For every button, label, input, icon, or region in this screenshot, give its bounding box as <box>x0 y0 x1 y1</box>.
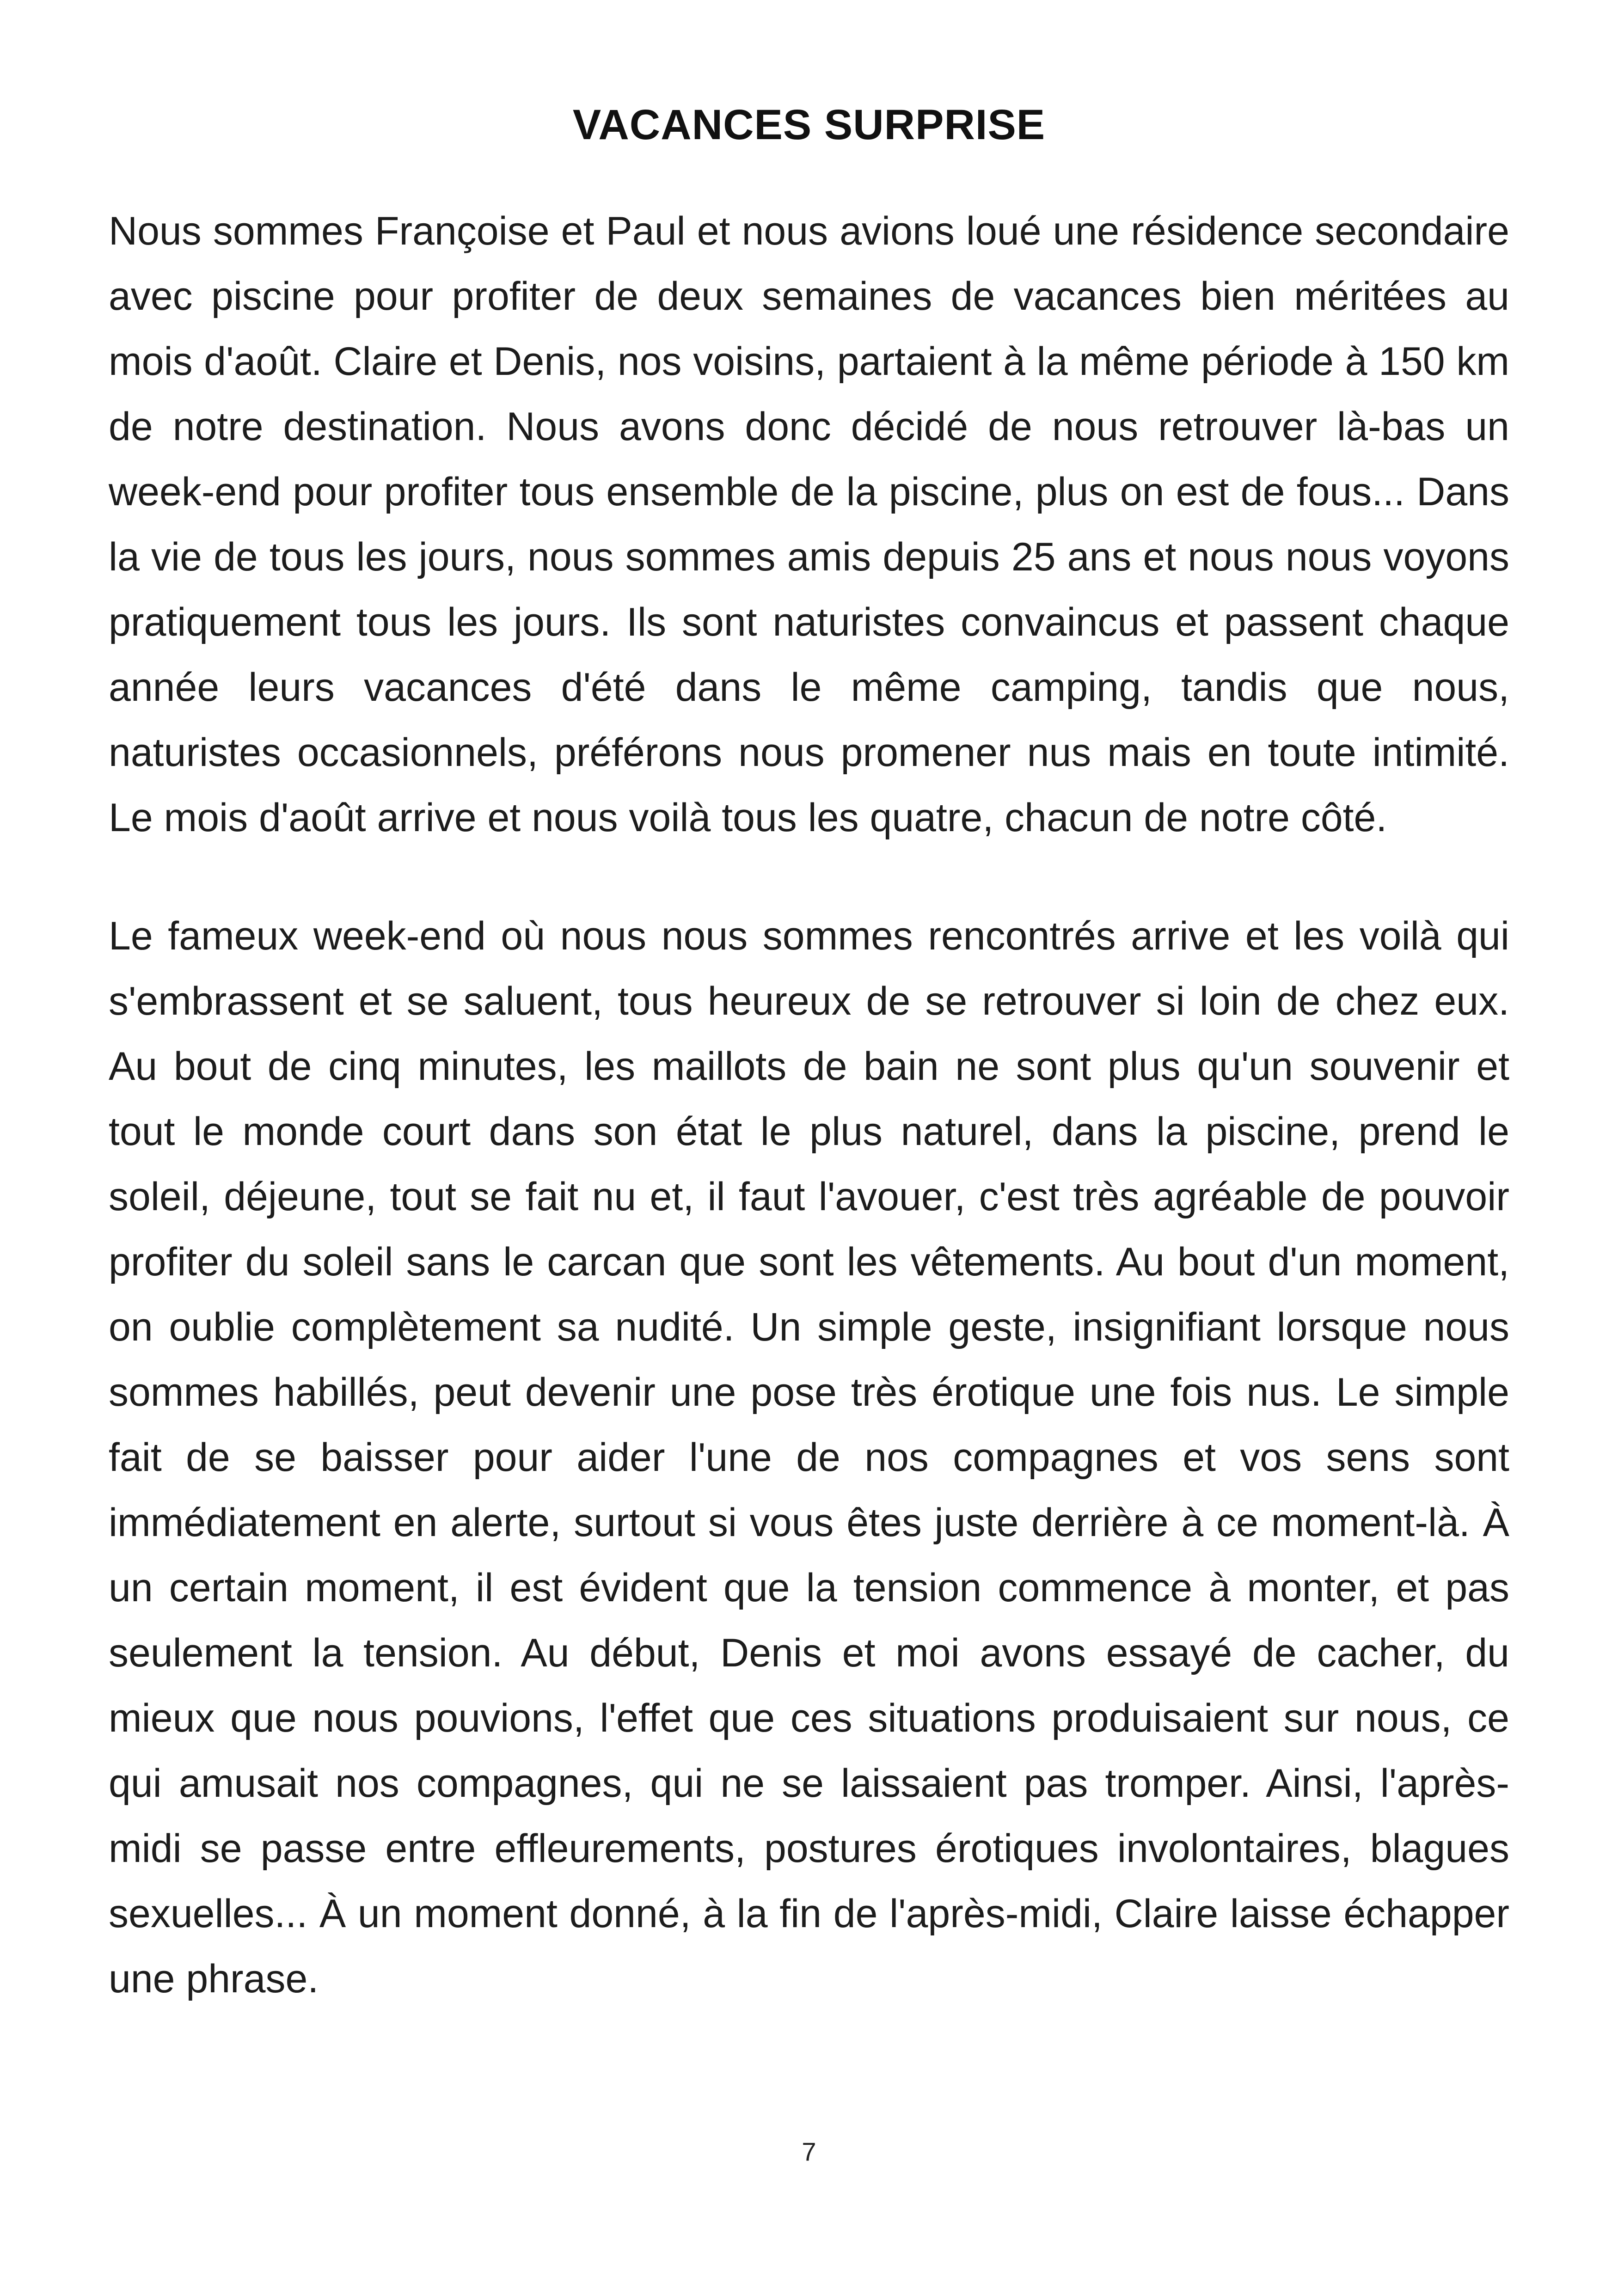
paragraph-2: Le fameux week-end où nous nous sommes rencontrés arrive et les voilà qui s'embrassent et se saluent, tous heureux de se retrouver si loin de chez eux. Au bout de cinq minutes, les maillots de bain ne sont plus qu'un souvenir et tout le monde court dans son état le plus naturel, dans la piscine, prend le soleil, déjeune, tout se fait nu et, il faut l'avouer, c'est très agréable de pouvoir profiter du soleil sans le carcan que sont les vêtements. Au bout d'un moment, on oublie complètement sa nudité. Un simple geste, insignifiant lorsque nous sommes habillés, peut devenir une pose très érotique une fois nus. Le simple fait de se baisser pour aider l'une de nos compagnes et vos sens sont immédiatement en alerte, surtout si vous êtes juste derrière à ce moment-là. À un certain moment, il est évident que la tension commence à monter, et pas seulement la tension. Au début, Denis et moi avons essayé de cacher, du mieux que nous pouvions, l'effet que ces situations produisaient sur nous, ce qui amusait nos compagnes, qui ne se laissaient pas tromper. Ainsi, l'après-midi se passe entre effleurements, postures érotiques involontaires, blagues sexuelles... À un moment donné, à la fin de l'après-midi, Claire laisse échapper une phrase. <box>109 914 1509 2001</box>
page-number: 7 <box>802 2137 816 2166</box>
paragraph-1: Nous sommes Françoise et Paul et nous avions loué une résidence secondaire avec piscine pour profiter de deux semaines de vacances bien méritées au mois d'août. Claire et Denis, nos voisins, partaient à la même période à 150 km de notre destination. Nous avons donc décidé de nous retrouver là-bas un week-end pour profiter tous ensemble de la piscine, plus on est de fous... Dans la vie de tous les jours, nous sommes amis depuis 25 ans et nous nous voyons pratiquement tous les jours. Ils sont naturistes convaincus et passent chaque année leurs vacances d'été dans le même camping, tandis que nous, naturistes occasionnels, préférons nous promener nus mais en toute intimité. Le mois d'août arrive et nous voilà tous les quatre, chacun de notre côté. <box>109 209 1509 840</box>
body-text <box>109 199 1509 2065</box>
chapter-title: VACANCES SURPRISE <box>572 101 1046 148</box>
